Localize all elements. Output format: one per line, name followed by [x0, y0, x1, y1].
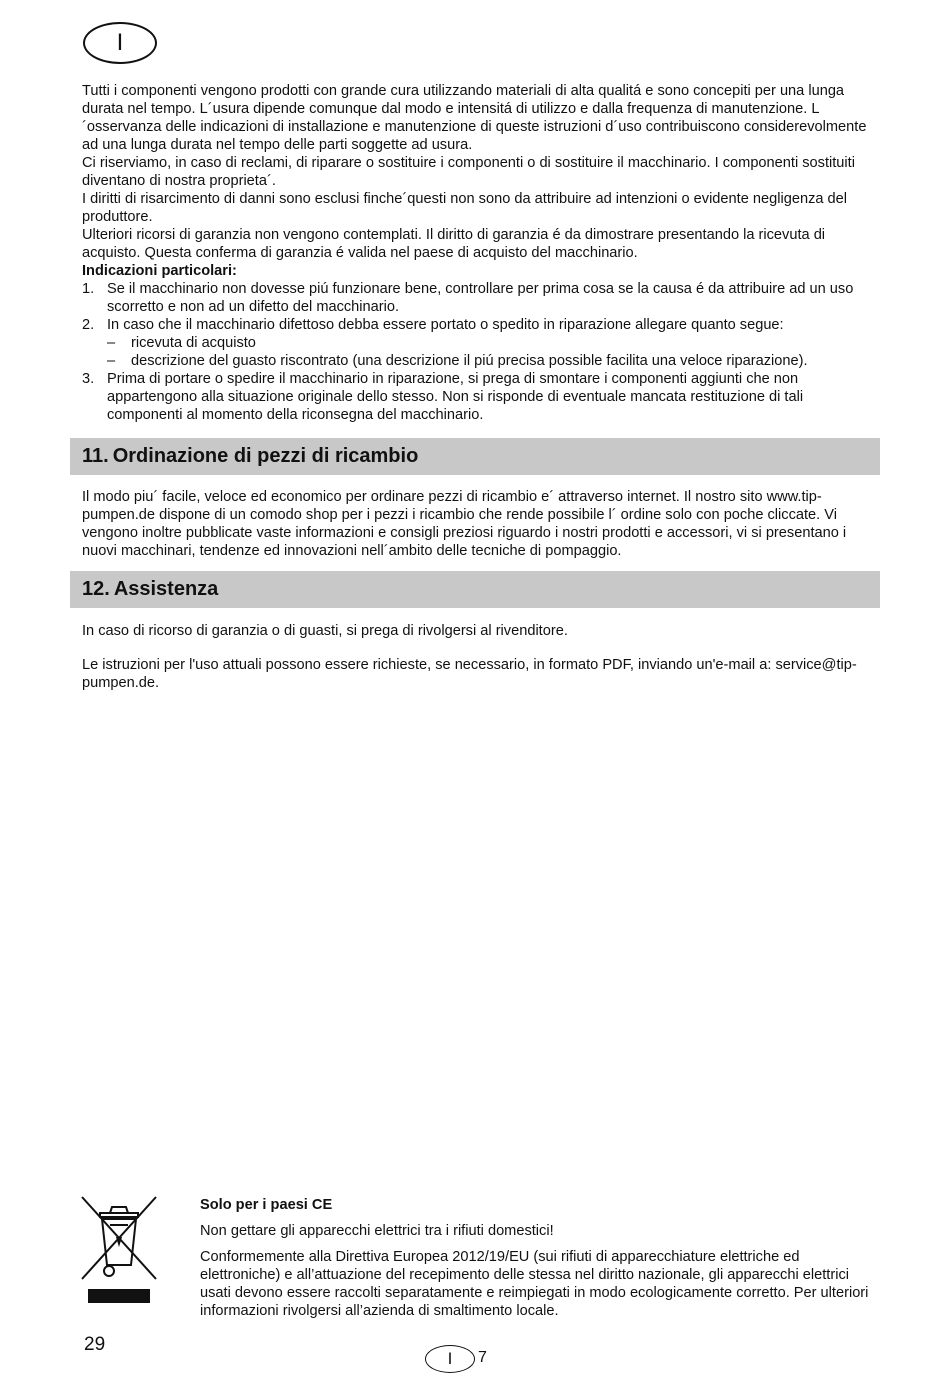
list-subitem-text: ricevuta di acquisto: [131, 335, 256, 351]
section-number: 12.: [82, 578, 110, 600]
special-notes-list: [82, 280, 872, 424]
list-item-text: Se il macchinario non dovesse piú funzionare bene, controllare per prima cosa se la causa é da attribuire ad un uso scorretto e non ad un difetto del macchinario.: [107, 281, 854, 315]
assistance-text: In caso di ricorso di garanzia o di guasti, si prega di rivolgersi al rivenditore.: [82, 623, 568, 639]
section-12-body-2: [82, 656, 872, 692]
warranty-paragraph: Ci riserviamo, in caso di reclami, di riparare o sostituire i componenti o di sostituire il macchinario. I componenti sostituiti diventano di nostra proprieta´.: [82, 155, 855, 189]
disposal-warning: Non gettare gli apparecchi elettrici tra i rifiuti domestici!: [200, 1223, 554, 1239]
disposal-title: Solo per i paesi CE: [200, 1197, 333, 1213]
attachments-list: [107, 334, 872, 370]
section-12-body: [82, 622, 872, 640]
section-page-number: 7: [478, 1349, 487, 1366]
warranty-paragraph: Tutti i componenti vengono prodotti con grande cura utilizzando materiali di alta qualitá e sono concepiti per una lunga durata nel tempo. L´usura dipende comunque dal modo e intensitá di utilizzo e dalla frequenza di manutenzione. L´osservanza delle indicazioni di installazione e manutenzione di queste istruzioni d´uso contribuiscono considerevolmente ad una lunga durata nel tempo delle parti soggette ad usura.: [82, 83, 867, 153]
section-title: Ordinazione di pezzi di ricambio: [112, 445, 419, 467]
dash-bullet: –: [107, 335, 116, 351]
section-12-heading: [70, 571, 880, 608]
footer-language-badge: I: [425, 1345, 475, 1373]
dash-bullet: –: [107, 353, 116, 369]
crossed-out-wheelie-bin-icon: [80, 1193, 160, 1308]
list-item: [82, 316, 872, 370]
special-notes-heading: Indicazioni particolari:: [82, 263, 237, 279]
list-subitem: [107, 352, 872, 370]
section-11-body: [82, 488, 872, 560]
list-item-text: In caso che il macchinario difettoso debba essere portato o spedito in riparazione allegare quanto segue:: [107, 317, 784, 333]
list-subitem-text: descrizione del guasto riscontrato (una descrizione il piú precisa possible facilita una veloce riparazione).: [131, 353, 808, 369]
list-item: [82, 370, 872, 424]
section-11-heading: [70, 438, 880, 475]
warranty-paragraph: Ulteriori ricorsi di garanzia non vengono contemplati. Il diritto di garanzia é da dimostrare presentando la ricevuta di acquisto. Questa conferma di garanzia é valida nel paese di acquisto del macchinario.: [82, 227, 826, 261]
warranty-paragraph: I diritti di risarcimento di danni sono esclusi finche´questi non sono da attribuire ad intenzioni o evidente negligenza del produttore.: [82, 191, 848, 225]
list-item-number: 3.: [82, 371, 95, 387]
section-number: 11.: [82, 445, 109, 467]
manual-request-text: Le istruzioni per l'uso attuali possono essere richieste, se necessario, in formato PDF, inviando un'e-mail a: service@tip-pumpen.de.: [82, 657, 857, 691]
spare-parts-text: Il modo piu´ facile, veloce ed economico per ordinare pezzi di ricambio e´ attraverso internet. Il nostro sito www.tip-pumpen.de dispone di un comodo shop per i pezzi i ricambio che rende possibile l´ ordine solo con poche cliccate. Vi vengono inoltre pubblicate vaste informazioni e consigli preziosi riguardo i nostri prodotti e accessori, vi si presentano i nuovi macchinari, tendenze ed innovazioni nell´ambito delle tecniche di pompaggio.: [82, 489, 847, 559]
list-item: [82, 280, 872, 316]
warranty-section: [82, 82, 872, 424]
disposal-notice: [200, 1196, 870, 1328]
language-badge: I: [83, 22, 157, 64]
list-subitem: [107, 334, 872, 352]
list-item-text: Prima di portare o spedire il macchinario in riparazione, si prega di smontare i componenti aggiunti che non appartengono alla situazione originale dello stesso. Non si risponde di eventuale mancata restituzione di tali componenti al momento della riconsegna del macchinario.: [107, 371, 804, 423]
list-item-number: 1.: [82, 281, 95, 297]
section-title: Assistenza: [113, 578, 219, 600]
page-number: 29: [84, 1334, 106, 1355]
list-item-number: 2.: [82, 317, 95, 333]
disposal-directive-text: Conformemente alla Direttiva Europea 2012/19/EU (sui rifiuti di apparecchiature elettriche ed elettroniche) e all’attuazione del recepimento delle stessa nel diritto nazionale, gli apparecchi elettrici usati devono essere raccolti separatamente e reimpiegati in modo ecologicamente corretto. Per ulteriori informazioni rivolgersi all’azienda di smaltimento locale.: [200, 1249, 869, 1319]
